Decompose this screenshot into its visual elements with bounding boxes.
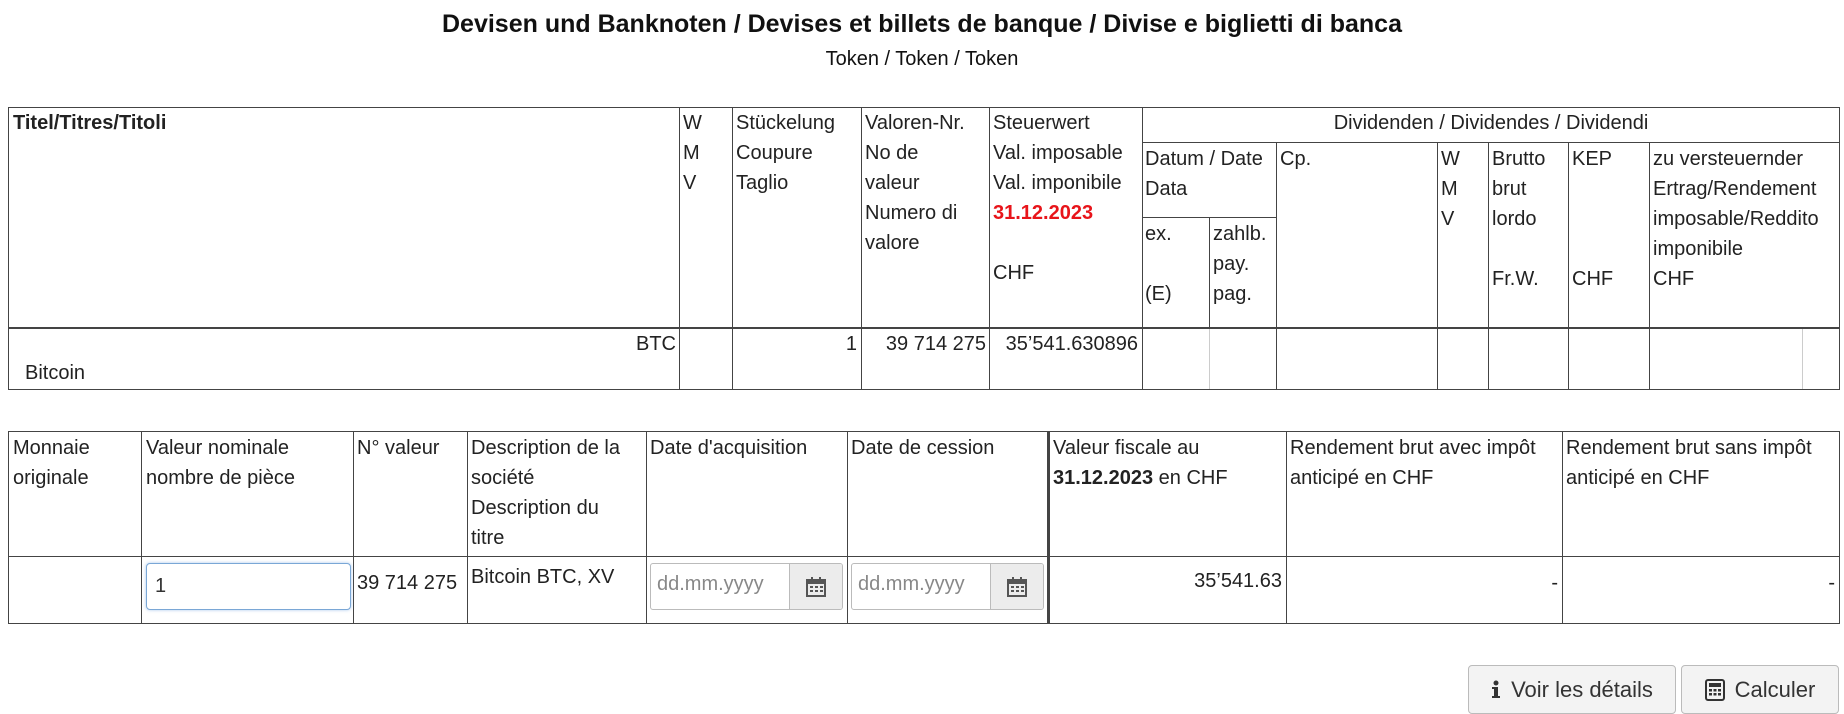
header-date-cession: Date de cession	[851, 437, 995, 459]
calculator-icon	[1705, 679, 1725, 701]
calculer-button-label: Calculer	[1734, 676, 1816, 702]
header-rendement-avec: Rendement brut avec impôt anticipé en CHF	[1290, 437, 1536, 489]
col-header-brutto: Brutto brut lordo Fr.W.	[1492, 148, 1546, 290]
security-valor: 39 714 275	[885, 333, 986, 355]
header-description: Description de la société Description du titre	[471, 437, 620, 549]
cession-date-field[interactable]	[851, 563, 1044, 610]
col-header-titel: Titel/Titres/Titoli	[13, 112, 167, 134]
col-header-wmv: W M V	[683, 112, 702, 194]
header-date-acquisition: Date d'acquisition	[650, 437, 808, 459]
col-header-cp: Cp.	[1280, 148, 1312, 170]
details-button-label: Voir les détails	[1511, 676, 1653, 702]
security-quantity: 1	[845, 333, 857, 355]
col-header-zahlb: zahlb. pay. pag.	[1213, 223, 1267, 305]
page-title: Devisen und Banknoten / Devises et billets de banque / Divise e biglietti di banca	[442, 10, 1402, 38]
row-rendement-sans: -	[1828, 572, 1835, 594]
cession-date-input[interactable]: dd.mm.yyyy	[858, 573, 965, 595]
row-rendement-avec: -	[1551, 572, 1558, 594]
header-monnaie: Monnaie originale	[13, 437, 90, 489]
header-valeur-fiscale: Valeur fiscale au 31.12.2023 en CHF	[1053, 437, 1228, 489]
header-valeur-nominale: Valeur nominale nombre de pièce	[146, 437, 295, 489]
col-header-kep: KEP CHF	[1572, 148, 1614, 290]
quantity-input[interactable]	[146, 563, 351, 610]
row-valeur-fiscale: 35’541.63	[1194, 570, 1282, 592]
calendar-icon	[1006, 576, 1028, 598]
steuerwert-date: 31.12.2023	[993, 202, 1094, 224]
header-no-valeur: N° valeur	[357, 437, 440, 459]
valeur-fiscale-date: 31.12.2023	[1053, 467, 1154, 489]
dividenden-header: Dividenden / Dividendes / Dividendi	[1333, 112, 1649, 134]
header-rendement-sans: Rendement brut sans impôt anticipé en CHF	[1566, 437, 1812, 489]
row-no-valeur: 39 714 275	[357, 572, 458, 594]
col-header-ertrag: zu versteuernder Ertrag/Rendement imposable/Reddito imponibile CHF	[1653, 148, 1819, 290]
calculer-button[interactable]	[1681, 665, 1839, 714]
cession-calendar-button[interactable]	[990, 564, 1043, 609]
acquisition-date-field[interactable]	[650, 563, 843, 610]
page-subtitle: Token / Token / Token	[825, 48, 1019, 70]
calendar-icon	[805, 576, 827, 598]
security-name: Bitcoin	[25, 362, 86, 384]
acquisition-date-input[interactable]: dd.mm.yyyy	[657, 573, 764, 595]
details-button[interactable]	[1468, 665, 1676, 714]
col-header-wmv2: W M V	[1441, 148, 1460, 230]
security-steuerwert: 35’541.630896	[1005, 333, 1138, 355]
security-code: BTC	[636, 333, 676, 355]
col-header-datum: Datum / Date Data	[1145, 148, 1263, 200]
col-header-stueckelung: Stückelung Coupure Taglio	[736, 112, 835, 194]
info-icon	[1491, 680, 1501, 700]
acquisition-calendar-button[interactable]	[789, 564, 842, 609]
col-header-steuerwert: Steuerwert Val. imposable Val. imponibile 31.12.2023 CHF	[993, 112, 1123, 284]
col-header-ex: ex. (E)	[1145, 223, 1172, 305]
col-header-valoren: Valoren-Nr. No de valeur Numero di valore	[865, 112, 965, 254]
row-description: Bitcoin BTC, XV	[471, 566, 615, 588]
